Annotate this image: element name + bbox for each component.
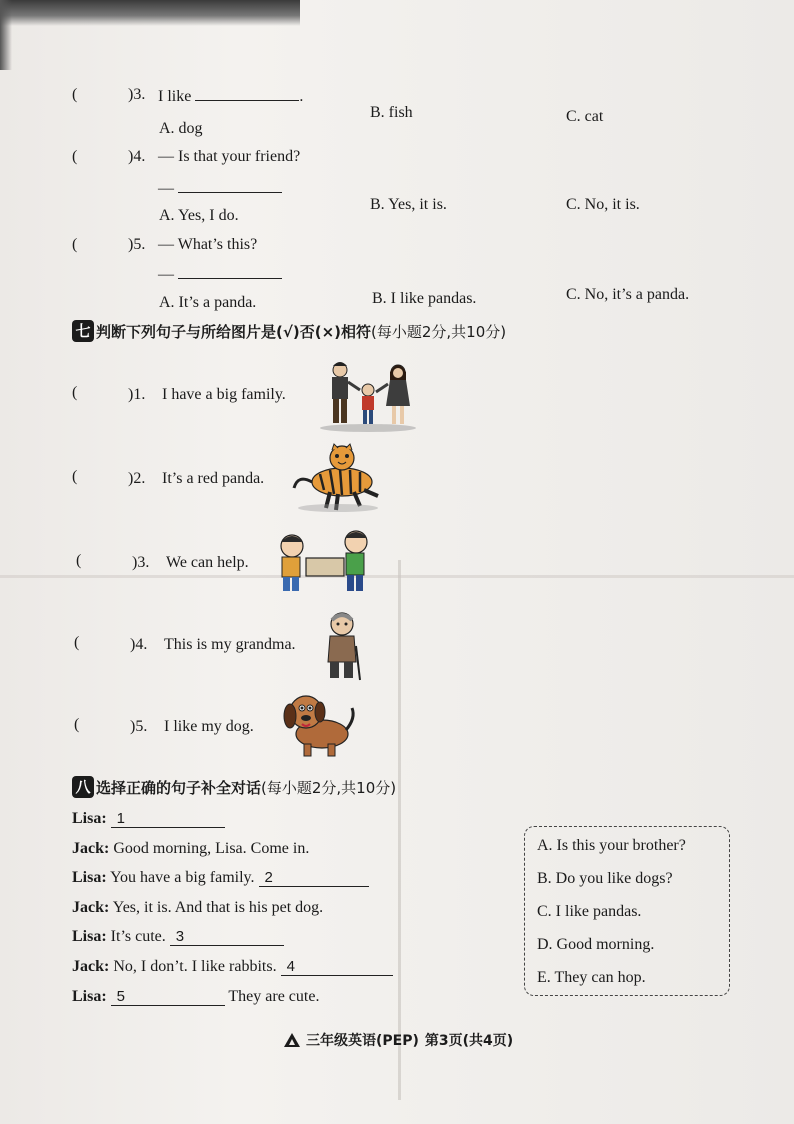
option-a: A. dog: [159, 120, 203, 137]
question-number: )4.: [128, 148, 146, 165]
page-footer: [284, 1030, 513, 1050]
answer-paren-open: (: [72, 384, 78, 401]
answer-paren-open: (: [72, 236, 78, 253]
grandpa-picture: [322, 610, 362, 682]
dog-picture: [276, 690, 358, 760]
speaker-name: Lisa:: [72, 810, 107, 827]
answer-paren-open: (: [72, 86, 78, 103]
section-8-title: 选择正确的句子补全对话: [96, 778, 262, 797]
option-b: B. Yes, it is.: [370, 196, 447, 213]
scan-shadow-left: [0, 0, 12, 70]
item-number: )3.: [132, 554, 150, 571]
speaker-name: Jack:: [72, 899, 110, 916]
section-8-badge: 八: [72, 776, 94, 798]
question-stem: — Is that your friend?: [158, 148, 301, 165]
answer-blank[interactable]: 5: [111, 988, 225, 1006]
option-a: A. Yes, I do.: [159, 207, 239, 224]
answer-paren-open: (: [76, 552, 82, 569]
section-7-note: (每小题2分,共10分): [371, 322, 507, 341]
speaker-name: Jack:: [72, 840, 110, 857]
family-picture: [314, 358, 418, 432]
item-number: )5.: [130, 718, 148, 735]
question-stem: — What’s this?: [158, 236, 258, 253]
footer-page: 第3页(共4页): [424, 1033, 514, 1049]
option-b: B. Do you like dogs?: [537, 870, 673, 887]
dialogue-line: [72, 928, 284, 946]
options-box: [524, 826, 730, 996]
option-c: C. cat: [566, 108, 604, 125]
speaker-name: Lisa:: [72, 869, 107, 886]
item-sentence: I have a big family.: [162, 386, 286, 403]
section-8-note: (每小题2分,共10分): [261, 778, 397, 797]
question-stem: I like .: [158, 88, 304, 105]
answer-paren-open: (: [74, 716, 80, 733]
answer-paren-open: (: [72, 148, 78, 165]
item-number: )4.: [130, 636, 148, 653]
section-8-heading: [72, 776, 396, 798]
scan-shadow: [0, 0, 300, 26]
item-sentence: It’s a red panda.: [162, 470, 265, 487]
option-c: C. No, it is.: [566, 196, 640, 213]
answer-paren-open: (: [72, 468, 78, 485]
footer-subject: 三年级英语(PEP): [306, 1033, 419, 1049]
item-number: )1.: [128, 386, 146, 403]
triangle-logo-icon: [284, 1033, 300, 1047]
option-b: B. fish: [370, 104, 413, 121]
dialogue-text: They are cute.: [228, 988, 320, 1005]
answer-blank[interactable]: 3: [170, 928, 284, 946]
answer-blank[interactable]: 2: [259, 869, 369, 887]
section-7-title: 判断下列句子与所给图片是(√)否(×)相符: [96, 322, 371, 341]
section-7-heading: [72, 320, 506, 342]
dialogue-line: [72, 988, 319, 1006]
dialogue-line: [72, 840, 309, 858]
answer-blank[interactable]: 4: [281, 958, 393, 976]
reply-line[interactable]: —: [158, 178, 282, 198]
dialogue-text: It’s cute.: [110, 928, 166, 945]
dialogue-text: No, I don’t. I like rabbits.: [113, 958, 277, 975]
reply-line[interactable]: —: [158, 264, 282, 284]
question-number: )3.: [128, 86, 146, 103]
question-number: )5.: [128, 236, 146, 253]
paper-fold-horizontal: [0, 575, 794, 578]
paper-fold-vertical: [398, 560, 401, 1100]
item-sentence: I like my dog.: [164, 718, 254, 735]
option-c: C. No, it’s a panda.: [566, 286, 690, 303]
dialogue-line: [72, 958, 393, 976]
speaker-name: Jack:: [72, 958, 110, 975]
option-a: A. Is this your brother?: [537, 837, 686, 854]
answer-blank[interactable]: [195, 86, 299, 101]
speaker-name: Lisa:: [72, 988, 107, 1005]
answer-blank[interactable]: 1: [111, 810, 225, 828]
dialogue-line: [72, 899, 323, 917]
kids-carrying-box-picture: [274, 528, 378, 598]
option-e: E. They can hop.: [537, 969, 646, 986]
section-7-badge: 七: [72, 320, 94, 342]
option-b: B. I like pandas.: [372, 290, 477, 307]
dialogue-text: You have a big family.: [110, 869, 255, 886]
tiger-picture: [290, 442, 384, 514]
dialogue-line: [72, 810, 225, 828]
item-sentence: We can help.: [166, 554, 249, 571]
speaker-name: Lisa:: [72, 928, 107, 945]
dialogue-text: Good morning, Lisa. Come in.: [113, 840, 310, 857]
item-sentence: This is my grandma.: [164, 636, 296, 653]
option-c: C. I like pandas.: [537, 903, 642, 920]
item-number: )2.: [128, 470, 146, 487]
answer-paren-open: (: [74, 634, 80, 651]
option-d: D. Good morning.: [537, 936, 655, 953]
dialogue-text: Yes, it is. And that is his pet dog.: [112, 899, 324, 916]
option-a: A. It’s a panda.: [159, 294, 257, 311]
dialogue-line: [72, 869, 369, 887]
